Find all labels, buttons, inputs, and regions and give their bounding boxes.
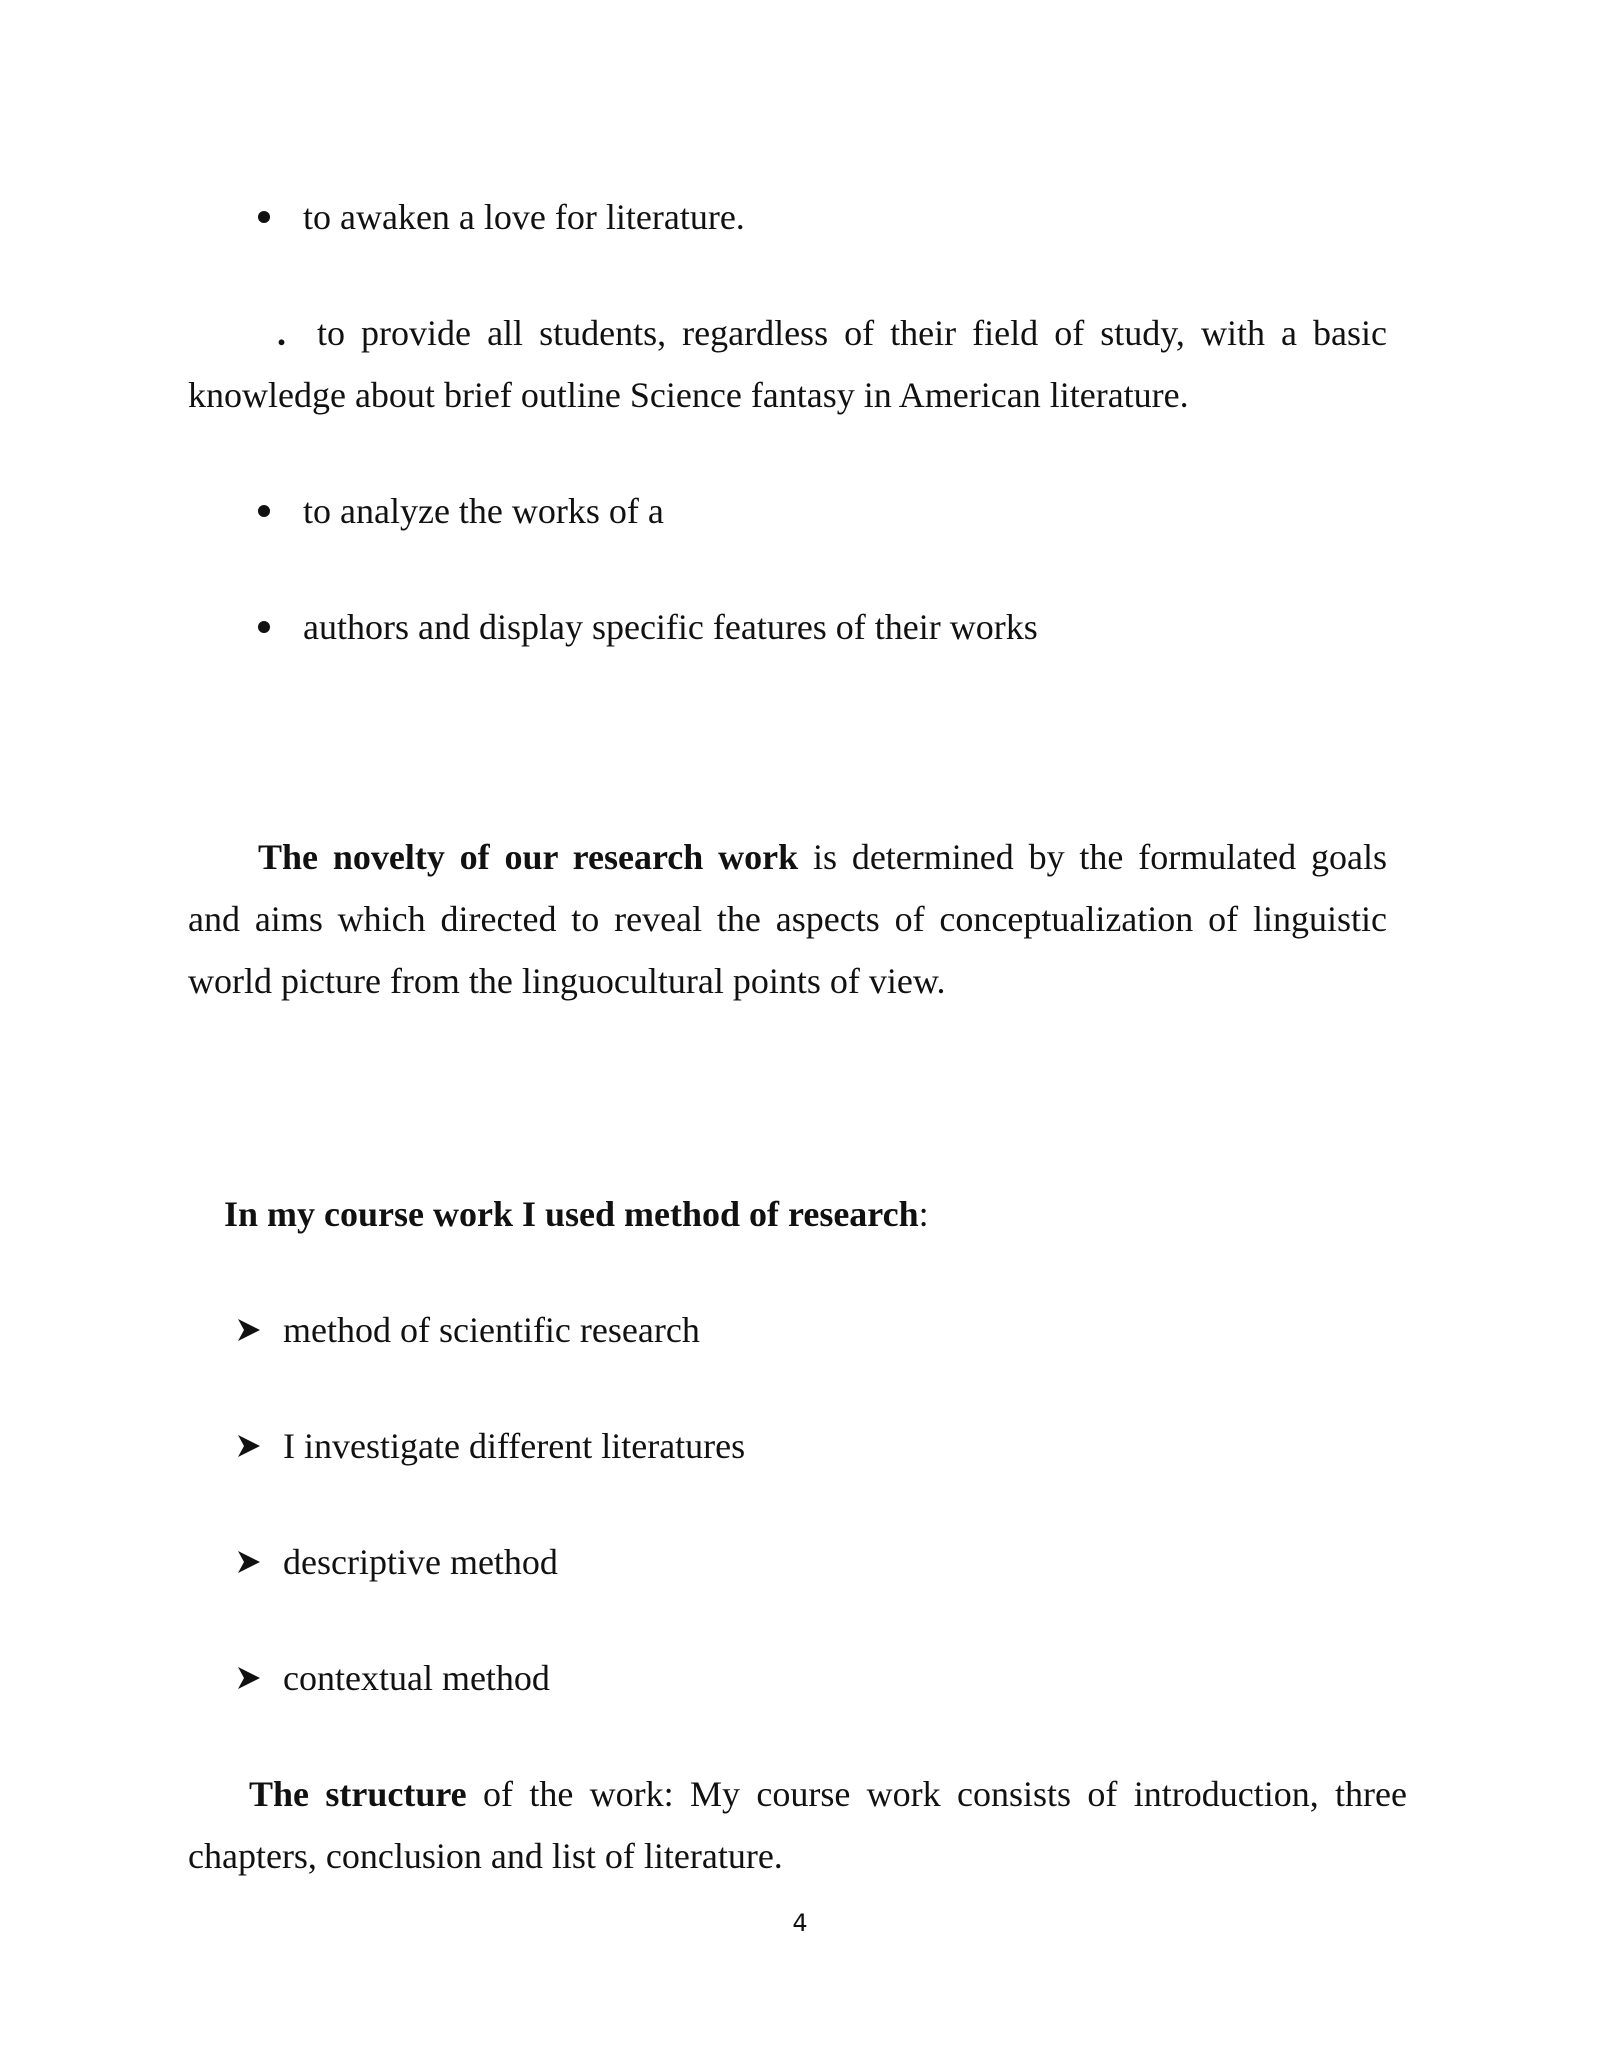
arrow-bullet-icon <box>236 1433 262 1459</box>
bullet-icon <box>258 211 270 223</box>
arrow-bullet-icon <box>236 1665 262 1691</box>
structure-bold-lead: The structure <box>249 1774 467 1814</box>
novelty-line-1-text: is determined by the formulated goals <box>812 837 1388 877</box>
methods-heading-bold: In my course work I used method of research <box>224 1194 919 1234</box>
arrow-bullet-icon <box>236 1317 262 1343</box>
bullet-icon <box>258 505 270 517</box>
novelty-line-1 <box>258 835 1387 879</box>
method-item: descriptive method <box>283 1542 558 1582</box>
bullet-icon <box>258 621 270 633</box>
method-item: I investigate different literatures <box>283 1426 746 1466</box>
novelty-line-3: world picture from the linguocultural points of view. <box>188 961 946 1001</box>
method-item: contextual method <box>283 1658 550 1698</box>
objective-item: authors and display specific features of their works <box>303 607 1038 647</box>
dot-marker-icon: . <box>277 313 286 353</box>
arrow-bullet-icon <box>236 1549 262 1575</box>
objective-item-line: to provide all students, regardless of their field of study, with a basic <box>317 313 1387 353</box>
novelty-line-2: and aims which directed to reveal the aspects of conceptualization of linguistic <box>188 899 1387 939</box>
novelty-bold-lead: The novelty of our research work <box>258 837 799 877</box>
objective-item: to analyze the works of a <box>303 491 664 531</box>
methods-heading <box>224 1192 929 1236</box>
objective-item-line: knowledge about brief outline Science fantasy in American literature. <box>188 375 1189 415</box>
method-item: method of scientific research <box>283 1310 700 1350</box>
objective-item: to awaken a love for literature. <box>303 197 745 237</box>
structure-line-1-text: of the work: My course work consists of introduction, three <box>483 1774 1407 1814</box>
structure-line-1 <box>249 1772 1407 1816</box>
page-number: 4 <box>792 1909 808 1937</box>
methods-heading-colon: : <box>918 1194 929 1234</box>
structure-line-2: chapters, conclusion and list of literature. <box>188 1836 783 1876</box>
